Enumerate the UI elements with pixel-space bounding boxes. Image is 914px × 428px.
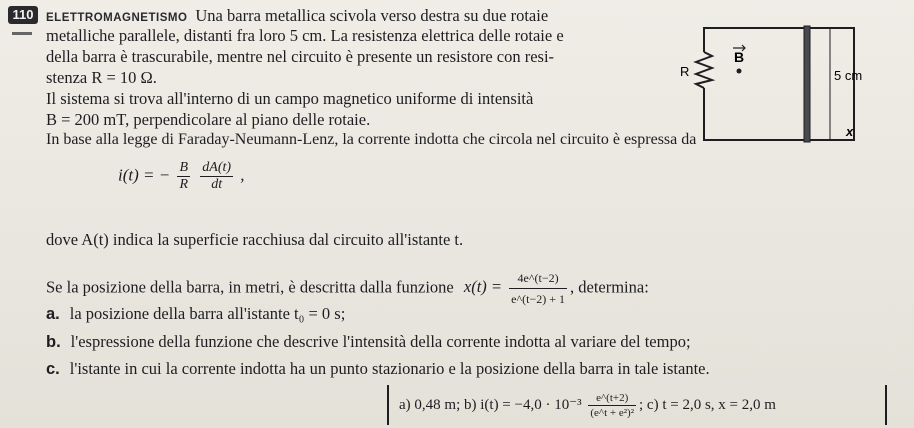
label-b: B xyxy=(734,49,745,65)
item-b-letter: b. xyxy=(46,333,61,351)
intro-line-3: della barra è trascurabile, mentre nel circuito è presente un resistore con resi- xyxy=(46,47,555,66)
intro-line-6: B = 200 mT, perpendicolare al piano delle rotaie. xyxy=(46,110,371,129)
frac-den-r: R xyxy=(179,177,189,192)
frac-num-b: B xyxy=(179,160,189,175)
item-a-letter: a. xyxy=(46,305,60,323)
position-den: e^(t−2) + 1 xyxy=(511,292,565,306)
intro-line-5: Il sistema si trova all'interno di un campo magnetico uniforme di intensità xyxy=(46,89,534,108)
item-b-text: l'espressione della funzione che descrive l'intensità della corrente indotta al variare del tempo; xyxy=(70,332,691,351)
fraction-da-over-dt xyxy=(200,160,233,193)
answer-b-den: (e^t + e²)² xyxy=(590,407,634,420)
intro-line-7: In base alla legge di Faraday-Neumann-Lenz, la corrente indotta che circola nel circuito è espressa da xyxy=(46,131,697,148)
fraction-b-over-r xyxy=(177,160,190,193)
item-a xyxy=(46,304,345,324)
position-num: 4e^(t−2) xyxy=(509,268,567,289)
item-c xyxy=(46,359,710,379)
circuit-diagram xyxy=(678,22,888,152)
intro-line-4: stenza R = 10 Ω. xyxy=(46,68,157,87)
rail-frame xyxy=(704,28,854,140)
label-r: R xyxy=(680,64,690,79)
frac-num-da: dA(t) xyxy=(202,160,232,175)
answer-b-num: e^(t+2) xyxy=(588,391,636,406)
item-c-letter: c. xyxy=(46,360,60,378)
position-fraction xyxy=(509,268,567,309)
field-dot-icon xyxy=(737,69,742,74)
problem-number-badge: 110 xyxy=(8,6,38,24)
metal-bar xyxy=(804,26,810,142)
position-line xyxy=(46,268,649,309)
label-x: x xyxy=(846,124,854,139)
topic-label: ELETTROMAGNETISMO xyxy=(46,12,188,24)
intro-line-2: metalliche parallele, distanti fra loro 5 cm. La resistenza elettrica delle rotaie e xyxy=(46,26,564,45)
position-lhs: x(t) = xyxy=(463,277,503,297)
answer-a-b-part: a) 0,48 m; b) i(t) = −4,0 · 10⁻³ xyxy=(399,397,582,413)
formula-lhs: i(t) = − xyxy=(118,165,171,185)
formula-end: , xyxy=(240,165,245,185)
intro-text-1: Una barra metallica scivola verso destra su due rotaie xyxy=(195,6,549,25)
frac-den-dt: dt xyxy=(211,177,223,192)
item-b xyxy=(46,332,691,352)
item-a-text: la posizione della barra all'istante t₀ = 0 s; xyxy=(69,304,346,323)
label-distance: 5 cm xyxy=(834,68,863,83)
position-text-before: Se la posizione della barra, in metri, è descritta dalla funzione xyxy=(46,277,454,297)
answers-box xyxy=(387,385,887,425)
position-text-after: , determina: xyxy=(570,277,649,297)
current-formula xyxy=(118,160,245,193)
answer-b-fraction xyxy=(588,391,636,420)
item-c-text: l'istante in cui la corrente indotta ha un punto stazionario e la posizione della barra in tale istante. xyxy=(69,359,710,378)
difficulty-marks: ▬▬ xyxy=(12,27,32,38)
after-formula-text: dove A(t) indica la superficie racchiusa dal circuito all'istante t. xyxy=(46,230,464,249)
answer-c: ; c) t = 2,0 s, x = 2,0 m xyxy=(639,397,776,413)
intro-line-1 xyxy=(46,6,548,28)
